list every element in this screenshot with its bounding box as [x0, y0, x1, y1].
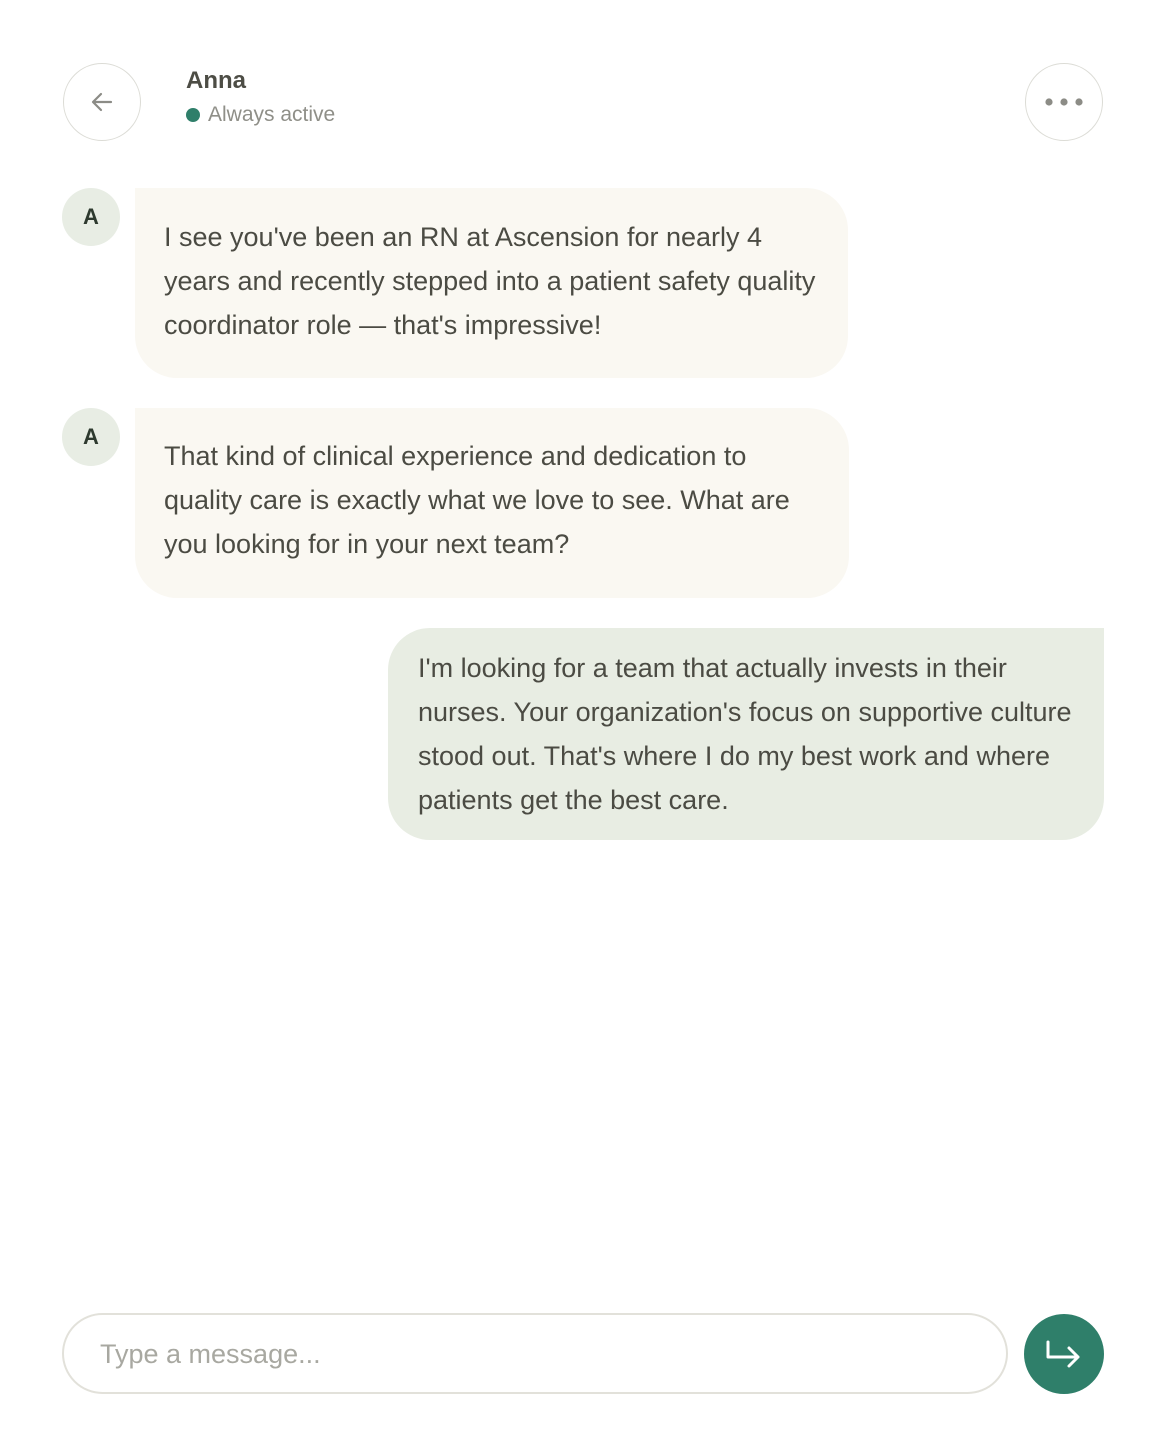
- outgoing-message-bubble: I'm looking for a team that actually invests in their nurses. Your organization's focus on supportive culture stood out. That's where I do my best work and where patients get the best care.: [388, 628, 1104, 840]
- online-status-dot: [186, 108, 200, 122]
- incoming-message-bubble: I see you've been an RN at Ascension for nearly 4 years and recently stepped into a patient safety quality coordinator role — that's impressive!: [135, 188, 848, 378]
- arrow-left-icon: [89, 89, 115, 115]
- more-horizontal-icon: [1044, 97, 1084, 107]
- contact-name: Anna: [186, 67, 246, 94]
- message-input[interactable]: [98, 1315, 962, 1394]
- back-button[interactable]: [63, 63, 141, 141]
- contact-info: [186, 66, 335, 128]
- status-text: Always active: [208, 103, 336, 126]
- avatar: A: [62, 188, 120, 246]
- chat-header: [0, 0, 1166, 170]
- message-composer: [62, 1313, 1008, 1394]
- contact-status: [186, 102, 335, 128]
- avatar: A: [62, 408, 120, 466]
- send-button[interactable]: [1024, 1314, 1104, 1394]
- incoming-message-bubble: That kind of clinical experience and dedication to quality care is exactly what we love to see. What are you looking for in your next team?: [135, 408, 849, 598]
- more-options-button[interactable]: [1025, 63, 1103, 141]
- send-arrow-icon: [1044, 1337, 1084, 1371]
